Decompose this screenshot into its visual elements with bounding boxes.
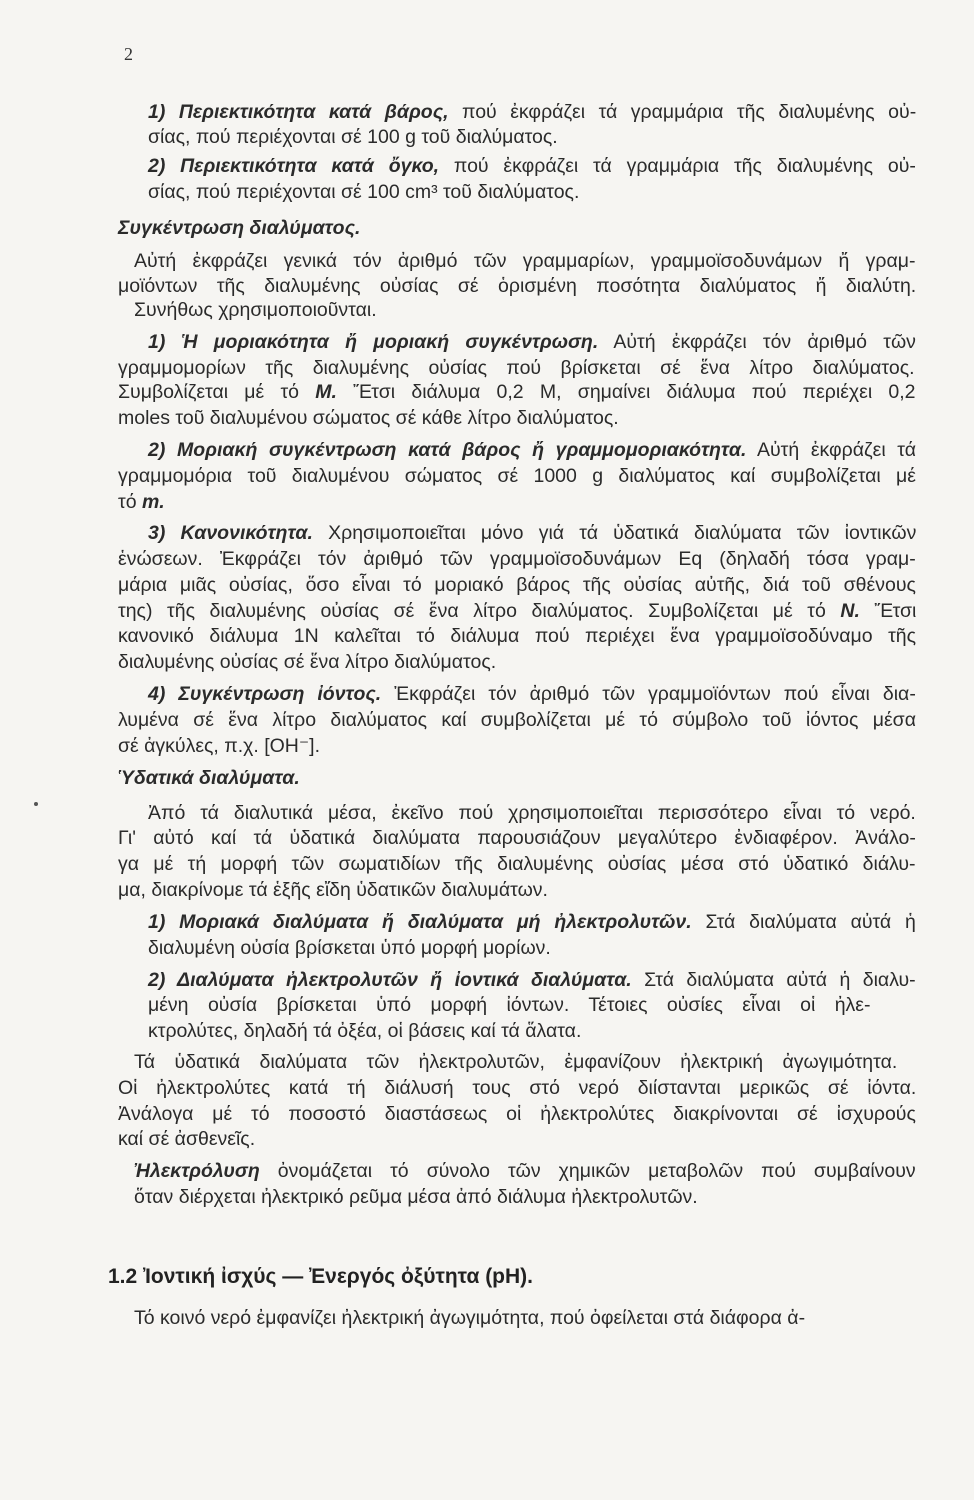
text-line-last	[134, 1306, 916, 1330]
line-text: Ἀπό τά διαλυτικά μέσα, ἐκεῖνο πού χρησιμοποιεῖται περισσότερο εἶναι τό νερό.	[148, 802, 916, 824]
line-text: Ἐκφράζει τόν ἀριθμό τῶν γραμμοϊόντων πού εἶναι δια-	[381, 683, 916, 705]
text-line	[118, 1102, 916, 1126]
line-text: Τά ὑδατικά διαλύματα τῶν ἠλεκτρολυτῶν, ἐμφανίζουν ἠλεκτρική ἀγωγιμότητα.	[134, 1051, 898, 1073]
emphasis-text: 2) Διαλύματα ἠλεκτρολυτῶν ἤ ἰοντικά διαλύματα.	[148, 969, 632, 991]
text-line	[118, 216, 360, 240]
section-heading: 1.2 Ἰοντική ἰσχύς — Ἐνεργός ὀξύτητα (pH).	[108, 1265, 534, 1288]
line-text: Αὐτή ἐκφράζει τά	[746, 439, 917, 461]
text-line	[118, 852, 916, 876]
line-text: μοϊόντων τῆς διαλυμένης οὐσίας σέ ὁρισμένη ποσότητα διαλύματος ἤ διαλύτη.	[118, 275, 917, 297]
line-text: Συνήθως χρησιμοποιοῦνται.	[134, 299, 377, 321]
emphasis-text: Ἠλεκτρόλυση	[134, 1160, 260, 1182]
line-text: κτρολύτες, δηλαδή τά ὀξέα, οἱ βάσεις καί τά ἅλατα.	[148, 1020, 582, 1042]
line-text: σίας, πού περιέχονται σέ 100 cm³ τοῦ διαλύματος.	[148, 181, 580, 203]
text-line	[118, 464, 916, 488]
text-line	[118, 708, 916, 732]
text-line	[118, 274, 916, 298]
emphasis-text: M.	[315, 381, 337, 403]
line-text: διαλυμένη οὐσία βρίσκεται ὑπό μορφή μορίων.	[148, 937, 551, 959]
line-text: Τό κοινό νερό ἐμφανίζει ἠλεκτρική ἀγωγιμότητα, πού ὀφείλεται στά διάφορα ἀ-	[134, 1307, 806, 1329]
line-text: Ἀνάλογα μέ τό ποσοστό διαστάσεως οἱ ἠλεκτρολύτες διακρίνονται σέ ἰσχυρούς	[118, 1103, 916, 1125]
text-line	[148, 682, 916, 706]
text-line	[118, 356, 915, 380]
text-line	[118, 1127, 255, 1151]
line-text: μα, διακρίνομε τά ἑξῆς εἴδη ὑδατικῶν διαλυμάτων.	[118, 879, 548, 901]
emphasis-text: 2) Περιεκτικότητα κατά ὄγκο,	[148, 155, 440, 177]
margin-dot	[34, 802, 38, 806]
text-line	[148, 936, 551, 960]
line-text: μάρια μιᾶς οὐσίας, ὅσο εἶναι τό μοριακό βάρος τῆς οὐσίας αὐτῆς, διά τοῦ σθένους	[118, 574, 916, 596]
text-line	[134, 298, 377, 322]
text-line	[118, 573, 916, 597]
text-line	[148, 521, 916, 545]
emphasis-text: m.	[141, 491, 165, 513]
text-line	[148, 154, 916, 178]
text-line	[118, 599, 916, 623]
text-line	[118, 380, 916, 404]
page-number: 2	[124, 44, 133, 64]
line-text: λυμένα σέ ἕνα λίτρο διαλύματος καί συμβολίζεται μέ τό σύμβολο τοῦ ἰόντος μέσα	[118, 709, 916, 731]
line-text: moles τοῦ διαλυμένου σώματος σέ κάθε λίτρο διαλύματος.	[118, 407, 619, 429]
text-line	[148, 180, 579, 204]
line-text: Ἔτσι	[859, 600, 917, 622]
line-text: γραμμομόρια τοῦ διαλυμένου σώματος σέ 1000 g διαλύματος καί συμβολίζεται μέ	[118, 465, 916, 487]
line-text: μένη οὐσία βρίσκεται ὑπό μορφή ἰόντων. Τέτοιες οὐσίες εἶναι οἱ ἠλε-	[148, 994, 871, 1016]
line-text: Αὐτή ἐκφράζει τόν ἀριθμό τῶν	[598, 331, 916, 353]
line-text: γραμμομορίων τῆς διαλυμένης οὐσίας πού βρίσκεται σέ ἕνα λίτρο διαλύματος.	[118, 357, 915, 379]
line-text: διαλυμένης οὐσίας σέ ἕνα λίτρο διαλύματος.	[118, 651, 497, 673]
line-text: Ἔτσι διάλυμα 0,2 M, σημαίνει διάλυμα πού περιέχει 0,2	[336, 381, 916, 403]
emphasis-text: Ὑδατικά διαλύματα.	[118, 767, 300, 789]
line-text: Γι' αὐτό καί τά ὑδατικά διαλύματα παρουσιάζουν μεγαλύτερο ἐνδιαφέρον. Ἀνάλο-	[118, 827, 916, 849]
text-line	[134, 1159, 916, 1183]
emphasis-text: 3) Κανονικότητα.	[148, 522, 313, 544]
line-text: καί σέ ἀσθενεῖς.	[118, 1128, 256, 1150]
text-line	[118, 650, 496, 674]
line-text: σέ ἀγκύλες, π.χ. [OH⁻].	[118, 735, 320, 757]
line-text: Αὐτή ἐκφράζει γενικά τόν ἀριθμό τῶν γραμμαρίων, γραμμοϊσοδυνάμων ἤ γραμ-	[134, 250, 916, 272]
text-line	[148, 1019, 581, 1043]
text-line	[134, 1050, 897, 1074]
text-line	[118, 1076, 916, 1100]
text-line	[148, 100, 916, 124]
text-line	[118, 490, 165, 514]
text-line	[148, 910, 916, 934]
line-text: Χρησιμοποιεῖται μόνο γιά τά ὑδατικά διαλύματα τῶν ἰοντικῶν	[312, 522, 917, 544]
line-text: Στά διαλύματα αὐτά ἡ διαλυ-	[631, 969, 916, 991]
emphasis-text: 2) Μοριακή συγκέντρωση κατά βάρος ἤ γραμμομοριακότητα.	[148, 439, 747, 461]
line-text: Οἱ ἠλεκτρολύτες κατά τή διάλυσή τους στό νερό διίστανται μερικῶς σέ ἰόντα.	[118, 1077, 917, 1099]
emphasis-text: 1) Μοριακά διαλύματα ἤ διαλύματα μή ἠλεκτρολυτῶν.	[148, 911, 692, 933]
text-line	[148, 125, 558, 149]
text-line	[118, 826, 916, 850]
line-text: Στά διαλύματα αὐτά ἡ	[691, 911, 916, 933]
emphasis-text: 1) Περιεκτικότητα κατά βάρος,	[148, 101, 449, 123]
text-line	[118, 406, 619, 430]
line-text: γα μέ τή μορφή τῶν σωματιδίων τῆς διαλυμένης οὐσίας μέσα στό ὑδατικό διάλυ-	[118, 853, 916, 875]
text-line	[148, 330, 916, 354]
line-text: σίας, πού περιέχονται σέ 100 g τοῦ διαλύματος.	[148, 126, 558, 148]
line-text: της) τῆς διαλυμένης οὐσίας σέ ἕνα λίτρο διαλύματος. Συμβολίζεται μέ τό	[118, 600, 841, 622]
text-line	[118, 734, 320, 758]
line-text: ὅταν διέρχεται ἠλεκτρικό ρεῦμα μέσα ἀπό διάλυμα ἠλεκτρολυτῶν.	[134, 1186, 698, 1208]
emphasis-text: 4) Συγκέντρωση ἰόντος.	[148, 683, 382, 705]
text-line	[134, 1185, 698, 1209]
emphasis-text: N.	[840, 600, 860, 622]
line-text: Συμβολίζεται μέ τό	[118, 381, 316, 403]
text-line	[118, 878, 548, 902]
text-line	[148, 438, 916, 462]
line-text: πού ἐκφράζει τά γραμμάρια τῆς διαλυμένης οὐ-	[439, 155, 916, 177]
text-line	[118, 547, 916, 571]
emphasis-text: Συγκέντρωση διαλύματος.	[118, 217, 361, 239]
text-line	[148, 993, 871, 1017]
text-line	[118, 766, 300, 790]
text-line	[134, 249, 916, 273]
line-text: ὀνομάζεται τό σύνολο τῶν χημικῶν μεταβολῶν πού συμβαίνουν	[259, 1160, 916, 1182]
line-text: τό	[118, 491, 142, 513]
emphasis-text: 1) Ἡ μοριακότητα ἤ μοριακή συγκέντρωση.	[148, 331, 599, 353]
text-line	[148, 968, 916, 992]
line-text: πού ἐκφράζει τά γραμμάρια τῆς διαλυμένης οὐ-	[448, 101, 917, 123]
line-text: κανονικό διάλυμα 1N καλεῖται τό διάλυμα πού περιέχει ἕνα γραμμοϊσοδύναμο τῆς	[118, 625, 917, 647]
line-text: ἑνώσεων. Ἐκφράζει τόν ἀριθμό τῶν γραμμοϊσοδυνάμων Eq (δηλαδή τόσα γραμ-	[118, 548, 916, 570]
text-line	[118, 624, 916, 648]
text-line	[148, 801, 916, 825]
